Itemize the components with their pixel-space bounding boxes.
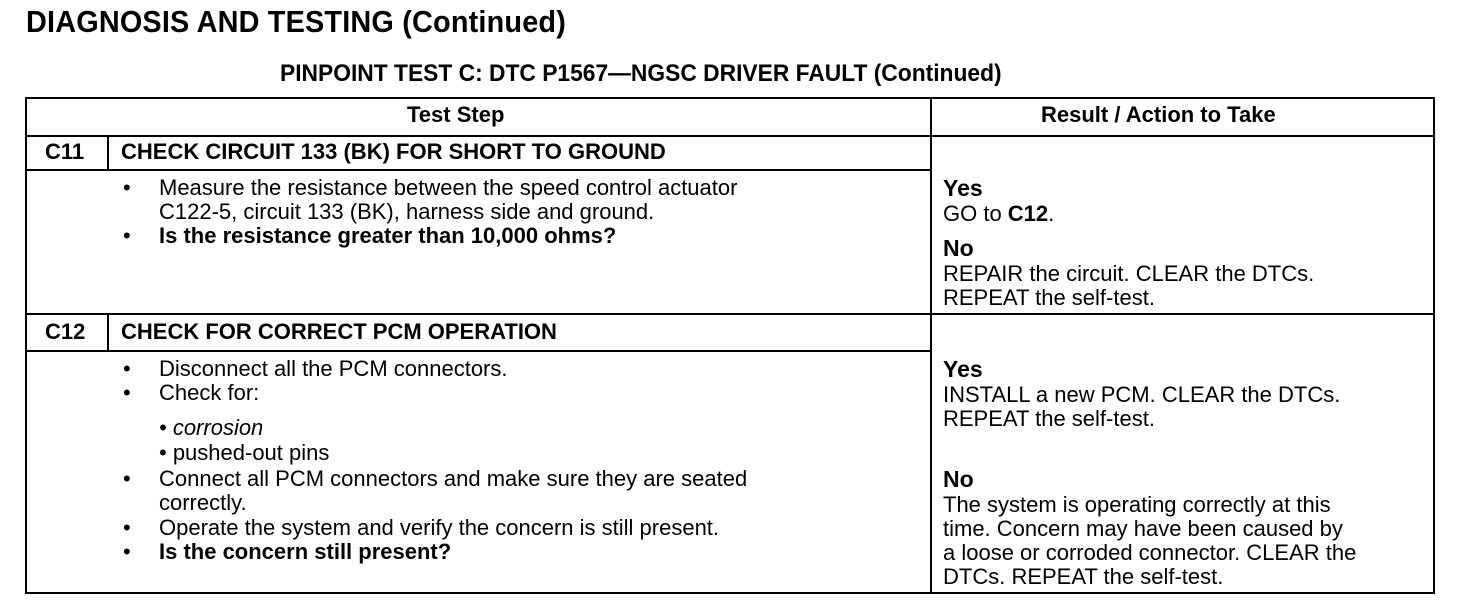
no-action: time. Concern may have been caused by — [943, 516, 1343, 541]
pinpoint-test-title: PINPOINT TEST C: DTC P1567—NGSC DRIVER FAULT (Continued) — [280, 60, 1002, 87]
bullet-icon: • — [123, 466, 131, 491]
header-test-step: Test Step — [407, 102, 505, 127]
bullet-icon: • — [123, 539, 131, 564]
step-instruction: correctly. — [159, 490, 247, 515]
step-question: Is the resistance greater than 10,000 ohms? — [159, 223, 617, 248]
no-action: REPEAT the self-test. — [943, 285, 1155, 310]
step-instruction: Check for: — [159, 380, 260, 405]
diagnostic-table — [25, 97, 1435, 594]
step-separator — [27, 313, 1433, 315]
page-title: DIAGNOSIS AND TESTING (Continued) — [26, 4, 567, 39]
step-question: Is the concern still present? — [159, 539, 452, 564]
no-action: REPAIR the circuit. CLEAR the DTCs. — [943, 261, 1315, 286]
header-result-action: Result / Action to Take — [1041, 102, 1276, 127]
step-id: C11 — [45, 139, 85, 164]
yes-label: Yes — [943, 175, 983, 201]
step-instruction: Operate the system and verify the concern is still present. — [159, 515, 720, 540]
step-instruction: Measure the resistance between the speed control actuator — [159, 175, 738, 200]
yes-action: INSTALL a new PCM. CLEAR the DTCs. — [943, 382, 1341, 407]
no-action: a loose or corroded connector. CLEAR the — [943, 540, 1357, 565]
yes-label: Yes — [943, 356, 983, 382]
bullet-icon: • — [123, 356, 131, 381]
yes-action: REPEAT the self-test. — [943, 406, 1155, 431]
bullet-icon: • — [123, 175, 131, 200]
yes-action — [943, 202, 1054, 227]
step-title: CHECK FOR CORRECT PCM OPERATION — [121, 319, 557, 344]
header-divider — [27, 135, 1433, 137]
no-action: DTCs. REPEAT the self-test. — [943, 564, 1224, 589]
no-label: No — [943, 466, 974, 492]
bullet-icon: • — [123, 515, 131, 540]
no-action: The system is operating correctly at this — [943, 492, 1331, 517]
sub-item: • corrosion — [159, 415, 264, 440]
no-label: No — [943, 235, 974, 261]
column-divider — [930, 99, 932, 592]
step-instruction: Disconnect all the PCM connectors. — [159, 356, 508, 381]
step-instruction: C122-5, circuit 133 (BK), harness side and ground. — [159, 199, 655, 224]
step-title: CHECK CIRCUIT 133 (BK) FOR SHORT TO GROUND — [121, 139, 666, 164]
goto-step-link: C12 — [1007, 201, 1049, 226]
yes-action-prefix: GO to — [943, 201, 1008, 226]
bullet-icon: • — [123, 380, 131, 405]
step-c11-title-divider — [27, 169, 930, 171]
step-c12-title-divider — [27, 350, 930, 352]
step-c11-id-divider — [107, 135, 109, 170]
step-id: C12 — [45, 319, 86, 344]
step-c12-id-divider — [107, 313, 109, 351]
step-instruction: Connect all PCM connectors and make sure they are seated — [159, 466, 748, 491]
yes-action-suffix: . — [1048, 201, 1055, 226]
bullet-icon: • — [123, 223, 131, 248]
sub-item: • pushed-out pins — [159, 440, 330, 465]
